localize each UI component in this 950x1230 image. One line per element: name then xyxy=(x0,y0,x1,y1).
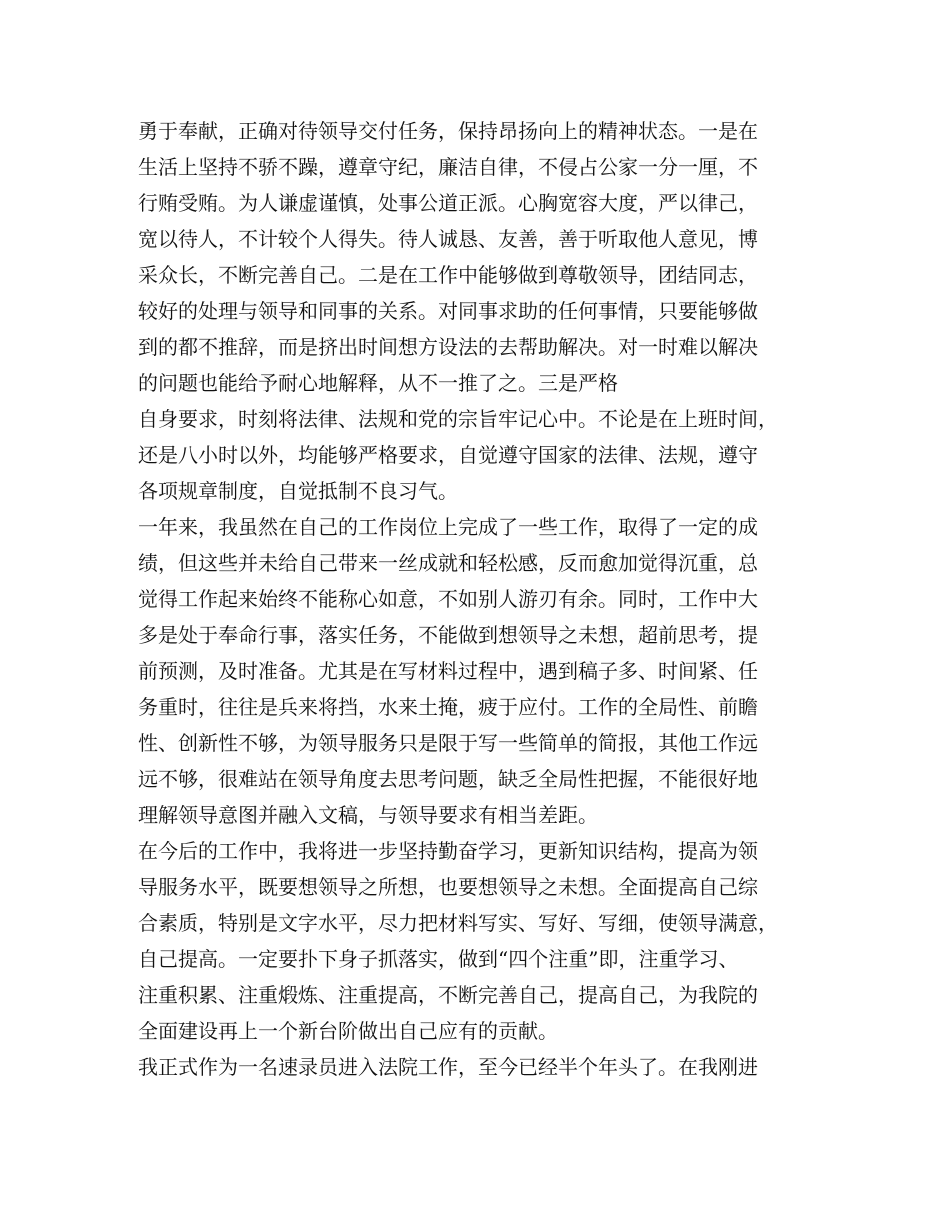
document-body xyxy=(138,113,828,1085)
text-line: 理解领导意图并融入文稿，与领导要求有相当差距。 xyxy=(138,803,598,827)
text-line: 觉得工作起来始终不能称心如意，不如别人游刃有余。同时，工作中大 xyxy=(138,587,758,611)
text-line: 各项规章制度，自觉抵制不良习气。 xyxy=(138,479,458,503)
text-line: 前预测，及时准备。尤其是在写材料过程中，遇到稿子多、时间紧、任 xyxy=(138,659,758,683)
text-line: 务重时，往往是兵来将挡，水来土掩，疲于应付。工作的全局性、前瞻 xyxy=(138,695,758,719)
text-line: 还是八小时以外，均能够严格要求，自觉遵守国家的法律、法规，遵守 xyxy=(138,443,758,467)
text-line: 一年来，我虽然在自己的工作岗位上完成了一些工作，取得了一定的成 xyxy=(138,515,758,539)
text-line: 注重积累、注重煅炼、注重提高，不断完善自己，提高自己，为我院的 xyxy=(138,983,758,1007)
text-line: 宽以待人，不计较个人得失。待人诚恳、友善，善于听取他人意见，博 xyxy=(138,227,758,251)
text-line: 合素质，特别是文字水平，尽力把材料写实、写好、写细，使领导满意， xyxy=(138,911,778,935)
text-line: 自身要求，时刻将法律、法规和党的宗旨牢记心中。不论是在上班时间， xyxy=(138,407,778,431)
text-line: 性、创新性不够，为领导服务只是限于写一些简单的简报，其他工作远 xyxy=(138,731,758,755)
text-line: 多是处于奉命行事，落实任务，不能做到想领导之未想，超前思考，提 xyxy=(138,623,758,647)
text-line: 生活上坚持不骄不躁，遵章守纪，廉洁自律，不侵占公家一分一厘，不 xyxy=(138,155,758,179)
text-line: 勇于奉献，正确对待领导交付任务，保持昂扬向上的精神状态。一是在 xyxy=(138,119,758,143)
text-line: 全面建设再上一个新台阶做出自己应有的贡献。 xyxy=(138,1019,558,1043)
text-line: 远不够，很难站在领导角度去思考问题，缺乏全局性把握，不能很好地 xyxy=(138,767,758,791)
text-line: 自己提高。一定要扑下身子抓落实，做到“四个注重”即，注重学习、 xyxy=(138,947,739,971)
text-line: 绩，但这些并未给自己带来一丝成就和轻松感，反而愈加觉得沉重，总 xyxy=(138,551,758,575)
text-line: 较好的处理与领导和同事的关系。对同事求助的任何事情，只要能够做 xyxy=(138,299,758,323)
text-line: 采众长，不断完善自己。二是在工作中能够做到尊敬领导，团结同志， xyxy=(138,263,758,287)
text-line: 到的都不推辞，而是挤出时间想方设法的去帮助解决。对一时难以解决 xyxy=(138,335,758,359)
text-line: 导服务水平，既要想领导之所想，也要想领导之未想。全面提高自己综 xyxy=(138,875,758,899)
text-line: 我正式作为一名速录员进入法院工作，至今已经半个年头了。在我刚进 xyxy=(138,1055,758,1079)
text-line: 在今后的工作中，我将进一步坚持勤奋学习，更新知识结构，提高为领 xyxy=(138,839,758,863)
text-line: 行贿受贿。为人谦虚谨慎，处事公道正派。心胸宽容大度，严以律己， xyxy=(138,191,758,215)
text-line: 的问题也能给予耐心地解释，从不一推了之。三是严格 xyxy=(138,371,618,395)
